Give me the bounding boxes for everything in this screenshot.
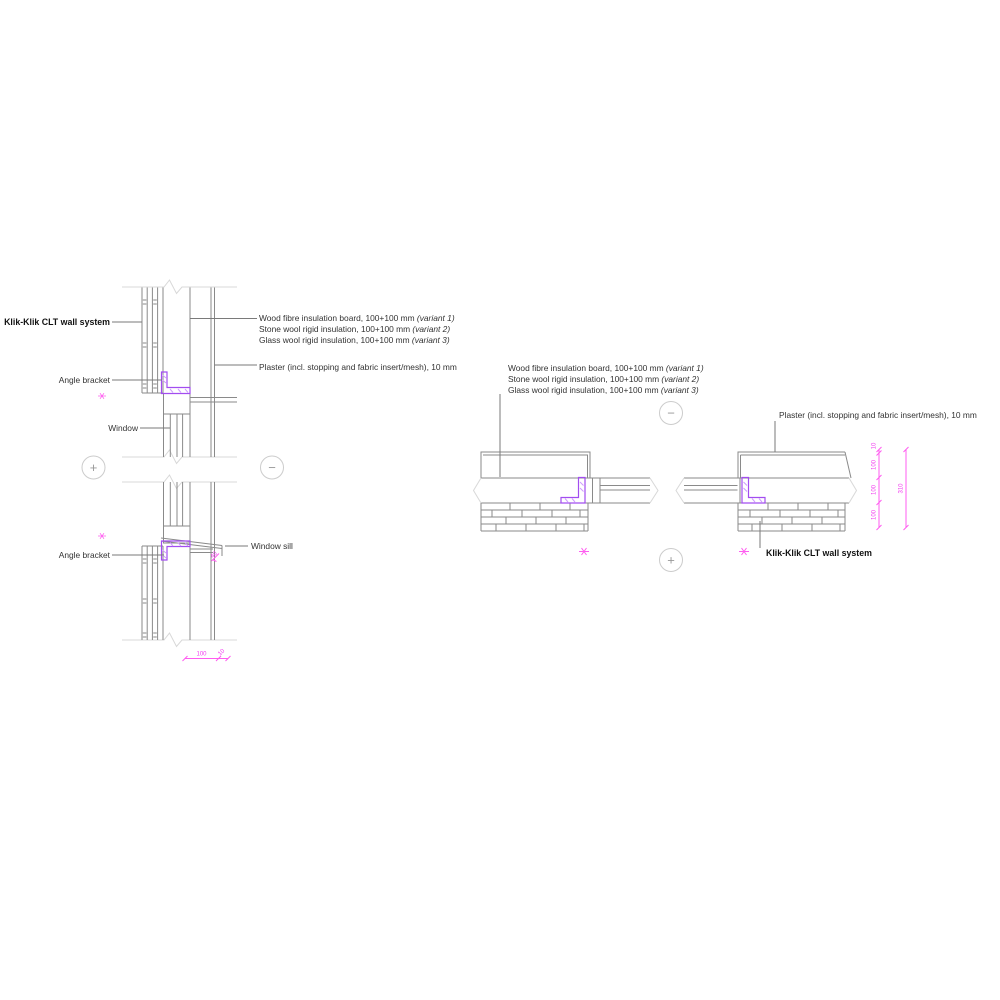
angle-bracket-symbol-lower xyxy=(162,541,191,560)
window-head xyxy=(164,394,238,415)
minus-marker xyxy=(261,456,284,479)
insulation-annotation-block-right xyxy=(508,363,704,395)
svg-text:−: − xyxy=(268,460,276,475)
svg-text:100: 100 xyxy=(871,484,878,496)
svg-text:+: + xyxy=(667,552,675,568)
insulation-board-right xyxy=(738,452,851,478)
clt-panel-lower xyxy=(142,546,163,640)
plus-marker xyxy=(660,549,683,572)
svg-text:Wood fibre insulation board, 1: Wood fibre insulation board, 100+100 mm (variant 1) xyxy=(508,363,704,373)
insulation-plaster-layers xyxy=(190,288,215,641)
clt-panel-hatch-right xyxy=(738,503,845,531)
insulation-annotation-block-left xyxy=(259,313,457,372)
svg-text:−: − xyxy=(667,405,675,421)
label-plaster-right: Plaster (incl. stopping and fabric insert/mesh), 10 mm xyxy=(779,410,977,420)
break-lines xyxy=(122,280,237,647)
svg-text:100: 100 xyxy=(196,651,207,658)
angle-bracket-symbol-upper xyxy=(162,372,191,394)
svg-text:Stone wool rigid insulation, 1: Stone wool rigid insulation, 100+100 mm (variant 2) xyxy=(508,374,700,384)
svg-text:+: + xyxy=(89,460,98,475)
leader-lines xyxy=(112,319,257,556)
dimension-left-bottom xyxy=(183,648,231,661)
fastener-mark xyxy=(739,548,749,555)
fastener-mark xyxy=(579,548,589,555)
label-clt-system-right: Klik-Klik CLT wall system xyxy=(766,548,872,558)
label-window: Window xyxy=(108,423,138,433)
panel-joint-band xyxy=(474,478,857,503)
svg-text:40: 40 xyxy=(209,550,219,560)
right-detail-plan-section xyxy=(474,363,977,572)
svg-text:Stone wool rigid insulation, 1: Stone wool rigid insulation, 100+100 mm (variant 2) xyxy=(259,324,451,334)
label-window-sill: Window sill xyxy=(251,541,293,551)
svg-text:Glass wool rigid insulation, 1: Glass wool rigid insulation, 100+100 mm (variant 3) xyxy=(508,385,699,395)
fastener-mark xyxy=(98,393,106,399)
dimension-chain-right xyxy=(872,442,882,530)
clt-panel-hatch-left xyxy=(481,503,588,531)
svg-text:Wood fibre insulation board, 1: Wood fibre insulation board, 100+100 mm (variant 1) xyxy=(259,313,455,323)
svg-text:10: 10 xyxy=(217,648,227,658)
label-angle-bracket-lower: Angle bracket xyxy=(58,550,110,560)
svg-text:310: 310 xyxy=(898,483,905,494)
window-frame xyxy=(164,414,183,526)
svg-text:Glass wool rigid insulation, 1: Glass wool rigid insulation, 100+100 mm (variant 3) xyxy=(259,335,450,345)
angle-bracket-symbol-left-panel xyxy=(561,478,585,504)
svg-text:10: 10 xyxy=(871,442,878,450)
minus-marker xyxy=(660,402,683,425)
svg-text:100: 100 xyxy=(871,509,878,521)
label-plaster-left: Plaster (incl. stopping and fabric insert/mesh), 10 mm xyxy=(259,362,457,372)
clt-panel-upper xyxy=(142,288,163,394)
angle-bracket-symbol-right-panel xyxy=(742,478,765,504)
dimension-total-right xyxy=(899,447,909,530)
fastener-mark xyxy=(98,533,106,539)
label-clt-system: Klik-Klik CLT wall system xyxy=(4,317,110,327)
insulation-board-left xyxy=(481,452,590,478)
label-angle-bracket-upper: Angle bracket xyxy=(58,375,110,385)
leader-lines-right xyxy=(500,394,775,548)
left-detail-vertical-section xyxy=(4,280,457,661)
svg-text:100: 100 xyxy=(871,459,878,471)
plus-marker xyxy=(82,456,105,479)
